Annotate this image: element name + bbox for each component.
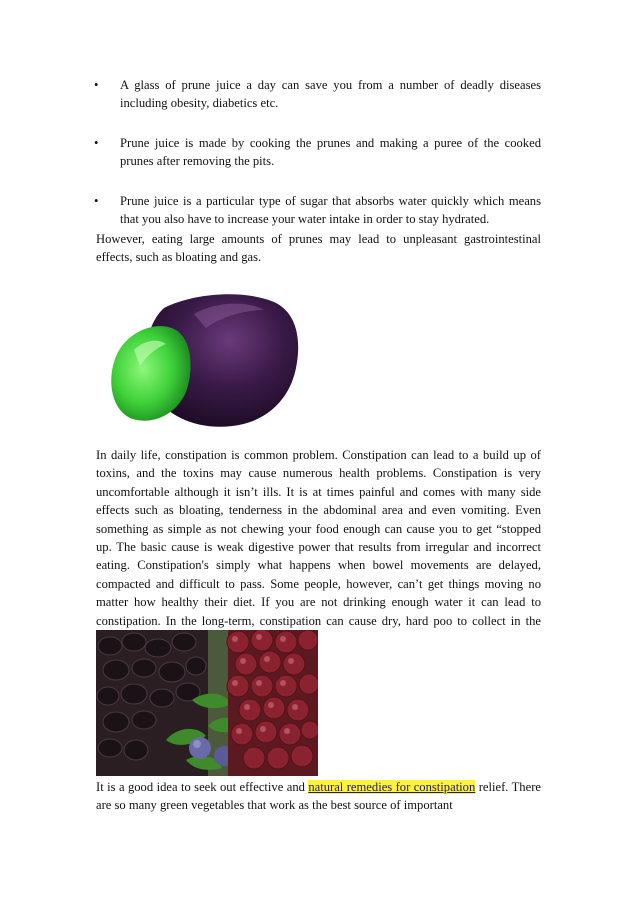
paragraph-prune-effects: However, eating large amounts of prunes may lead to unpleasant gastrointestinal effects, such as bloating and gas. xyxy=(96,232,541,265)
remedies-text-before: It is a good idea to seek out effective and xyxy=(96,780,309,794)
bullet-text: Prune juice is a particular type of sugar that absorbs water quickly which means that you also have to increase your water intake in order to stay hydrated. xyxy=(120,194,541,226)
remedies-text-after: relief. There are so many green vegetables that work as the best source of important xyxy=(96,780,541,813)
list-item xyxy=(96,134,541,170)
bullet-dot: • xyxy=(94,78,99,92)
bullet-text: Prune juice is made by cooking the prunes and making a puree of the cooked prunes after removing the pits. xyxy=(120,136,541,168)
natural-remedies-link[interactable]: natural remedies for constipation xyxy=(308,780,476,794)
bullet-dot: • xyxy=(94,136,99,150)
paragraph-remedies xyxy=(96,778,541,815)
list-item xyxy=(96,76,541,112)
prunes-plums-photo xyxy=(96,630,318,776)
bullet-dot: • xyxy=(94,194,99,208)
paragraph-constipation: In daily life, constipation is common problem. Constipation can lead to a build up of toxins, and the toxins may cause numerous health problems. Constipation is very uncomfortable although it isn’t ills. It is at times painful and comes with many side effects such as bloating, tenderness in the abdominal area and even vomiting. Even something as simple as not chewing your food enough can cause you to get “stopped up. The basic cause is weak digestive power that results from irregular and incorrect eating. Constipation's simply what happens when bowel movements are delayed, compacted and difficult to pass. Some people, however, can’t get things moving no matter how healthy their diet. If you are not drinking enough water it can lead to constipation. In the long-term, constipation can cause dry, hard poo to collect in the xyxy=(96,448,541,628)
list-item xyxy=(96,192,541,228)
bullet-text: A glass of prune juice a day can save you from a number of deadly diseases including obesity, diabetics etc. xyxy=(120,78,541,110)
bullet-list xyxy=(96,76,541,250)
prune-image xyxy=(96,290,306,430)
